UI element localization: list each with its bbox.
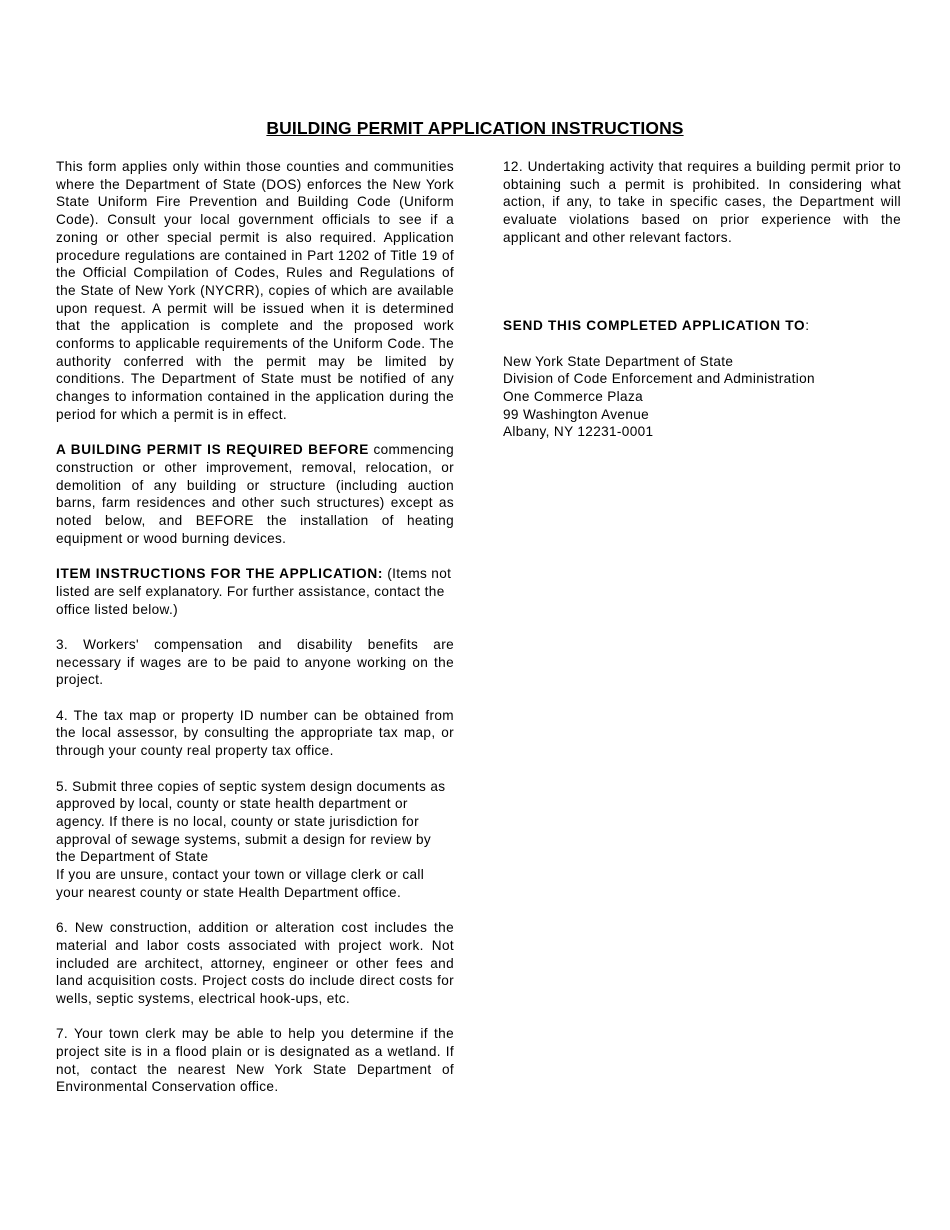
address-line: New York State Department of State	[503, 353, 734, 369]
instruction-item-5-note: If you are unsure, contact your town or village clerk or call your nearest county or state Health Department office.	[56, 867, 425, 900]
address-line: Division of Code Enforcement and Administration	[503, 371, 815, 387]
permit-required-text: commencing construction or other improvement, removal, relocation, or demolition of any building or structure (including auction barns, farm residences and other such structures) except as noted below, and BEFORE the installation of heating equipment or wood burning devices.	[56, 442, 454, 546]
mailing-address	[503, 353, 901, 442]
item-instructions-paragraph	[56, 565, 454, 618]
right-column	[503, 158, 901, 441]
address-line: 99 Washington Avenue	[503, 406, 650, 422]
instruction-item-7: 7. Your town clerk may be able to help you determine if the project site is in a flood plain or is designated as a wetland. If not, contact the nearest New York State Department of Environmental Conservation office.	[56, 1026, 454, 1095]
send-to-heading: SEND THIS COMPLETED APPLICATION TO	[503, 318, 806, 334]
address-line: One Commerce Plaza	[503, 389, 644, 404]
permit-required-heading: A BUILDING PERMIT IS REQUIRED BEFORE	[56, 442, 370, 458]
instruction-item-5: 5. Submit three copies of septic system design documents as approved by local, county or state health department or agency. If there is no local, county or state jurisdiction for approval of sewage systems, submit a design for review by the Department of State	[56, 778, 446, 865]
instruction-item-12: 12. Undertaking activity that requires a building permit prior to obtaining such a permit is prohibited. In considering what action, if any, to take in specific cases, the Department will evaluate violations based on prior experience with the applicant and other relevant factors.	[503, 159, 901, 245]
left-column	[56, 158, 454, 1096]
permit-required-paragraph	[56, 441, 454, 547]
page-title: BUILDING PERMIT APPLICATION INSTRUCTIONS	[266, 118, 684, 138]
instruction-item-6: 6. New construction, addition or alteration cost includes the material and labor costs associated with project work. Not included are architect, attorney, engineer or other fees and land acquisition costs. Project costs do include direct costs for wells, septic systems, electrical hook-ups, etc.	[56, 920, 454, 1006]
spacer	[503, 264, 901, 317]
instruction-item-4: 4. The tax map or property ID number can be obtained from the local assessor, by consulting the appropriate tax map, or through your county real property tax office.	[56, 707, 454, 759]
intro-paragraph: This form applies only within those counties and communities where the Department of State (DOS) enforces the New York State Uniform Fire Prevention and Building Code (Uniform Code). Consult your local government officials to see if a zoning or other special permit is also required. Application procedure regulations are contained in Part 1202 of Title 19 of the Official Compilation of Codes, Rules and Regulations of the State of New York (NYCRR), copies of which are available upon request. A permit will be issued when it is determined that the application is complete and the proposed work conforms to applicable requirements of the Uniform Code. The authority conferred with the permit may be limited by conditions. The Department of State must be notified of any changes to information contained in the application during the period for which a permit is in effect.	[56, 159, 454, 422]
send-to-paragraph	[503, 317, 901, 335]
instruction-item-3: 3. Workers' compensation and disability benefits are necessary if wages are to be paid to anyone working on the project.	[56, 636, 454, 688]
send-to-colon: :	[805, 318, 810, 334]
address-line: Albany, NY 12231-0001	[503, 424, 654, 440]
item-instructions-heading: ITEM INSTRUCTIONS FOR THE APPLICATION:	[56, 566, 384, 582]
item-instructions-text: (Items not listed are self explanatory. For further assistance, contact the office listed below.)	[56, 566, 452, 617]
